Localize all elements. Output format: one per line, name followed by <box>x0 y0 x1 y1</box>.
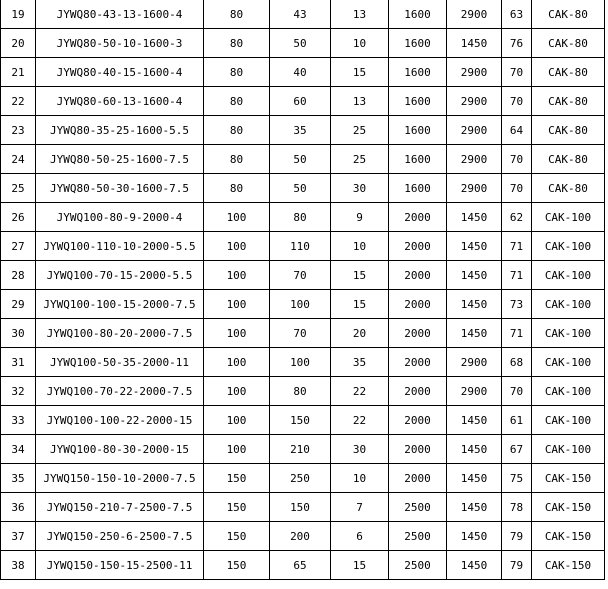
row-number-cell: 24 <box>1 145 36 174</box>
speed-cell: 1450 <box>447 522 502 551</box>
diameter-cell: 80 <box>204 174 270 203</box>
coupling-cell: CAK-100 <box>532 377 605 406</box>
flow-cell: 60 <box>270 87 331 116</box>
diameter-cell: 100 <box>204 232 270 261</box>
diameter-cell: 100 <box>204 348 270 377</box>
row-number-cell: 35 <box>1 464 36 493</box>
efficiency-cell: 63 <box>502 0 532 29</box>
efficiency-cell: 64 <box>502 116 532 145</box>
flow-cell: 70 <box>270 261 331 290</box>
efficiency-cell: 70 <box>502 174 532 203</box>
flow-cell: 43 <box>270 0 331 29</box>
table-row <box>1 290 605 319</box>
flow-cell: 110 <box>270 232 331 261</box>
diameter-cell: 100 <box>204 290 270 319</box>
head-cell: 20 <box>331 319 389 348</box>
speed-cell: 1450 <box>447 319 502 348</box>
size-cell: 2000 <box>389 435 447 464</box>
size-cell: 2000 <box>389 232 447 261</box>
row-number-cell: 34 <box>1 435 36 464</box>
table-row <box>1 406 605 435</box>
row-number-cell: 27 <box>1 232 36 261</box>
model-cell: JYWQ150-250-6-2500-7.5 <box>36 522 204 551</box>
coupling-cell: CAK-150 <box>532 522 605 551</box>
head-cell: 9 <box>331 203 389 232</box>
diameter-cell: 80 <box>204 58 270 87</box>
coupling-cell: CAK-100 <box>532 406 605 435</box>
model-cell: JYWQ150-210-7-2500-7.5 <box>36 493 204 522</box>
size-cell: 1600 <box>389 145 447 174</box>
table-row <box>1 0 605 29</box>
head-cell: 15 <box>331 58 389 87</box>
model-cell: JYWQ150-150-10-2000-7.5 <box>36 464 204 493</box>
coupling-cell: CAK-80 <box>532 29 605 58</box>
model-cell: JYWQ150-150-15-2500-11 <box>36 551 204 580</box>
row-number-cell: 25 <box>1 174 36 203</box>
coupling-cell: CAK-100 <box>532 435 605 464</box>
efficiency-cell: 62 <box>502 203 532 232</box>
table-row <box>1 203 605 232</box>
head-cell: 10 <box>331 232 389 261</box>
size-cell: 2500 <box>389 551 447 580</box>
model-cell: JYWQ100-110-10-2000-5.5 <box>36 232 204 261</box>
efficiency-cell: 68 <box>502 348 532 377</box>
speed-cell: 2900 <box>447 116 502 145</box>
speed-cell: 1450 <box>447 493 502 522</box>
flow-cell: 50 <box>270 174 331 203</box>
size-cell: 1600 <box>389 87 447 116</box>
coupling-cell: CAK-80 <box>532 58 605 87</box>
table-row <box>1 116 605 145</box>
flow-cell: 150 <box>270 493 331 522</box>
coupling-cell: CAK-80 <box>532 145 605 174</box>
size-cell: 1600 <box>389 29 447 58</box>
row-number-cell: 37 <box>1 522 36 551</box>
efficiency-cell: 73 <box>502 290 532 319</box>
efficiency-cell: 61 <box>502 406 532 435</box>
coupling-cell: CAK-100 <box>532 319 605 348</box>
row-number-cell: 36 <box>1 493 36 522</box>
head-cell: 15 <box>331 261 389 290</box>
diameter-cell: 80 <box>204 145 270 174</box>
speed-cell: 2900 <box>447 174 502 203</box>
head-cell: 7 <box>331 493 389 522</box>
coupling-cell: CAK-80 <box>532 116 605 145</box>
table-row <box>1 58 605 87</box>
size-cell: 1600 <box>389 0 447 29</box>
row-number-cell: 19 <box>1 0 36 29</box>
flow-cell: 70 <box>270 319 331 348</box>
row-number-cell: 28 <box>1 261 36 290</box>
table-row <box>1 435 605 464</box>
coupling-cell: CAK-100 <box>532 203 605 232</box>
table-row <box>1 493 605 522</box>
head-cell: 25 <box>331 145 389 174</box>
size-cell: 2000 <box>389 348 447 377</box>
row-number-cell: 29 <box>1 290 36 319</box>
efficiency-cell: 70 <box>502 377 532 406</box>
row-number-cell: 31 <box>1 348 36 377</box>
efficiency-cell: 67 <box>502 435 532 464</box>
size-cell: 1600 <box>389 116 447 145</box>
speed-cell: 1450 <box>447 464 502 493</box>
efficiency-cell: 70 <box>502 145 532 174</box>
row-number-cell: 21 <box>1 58 36 87</box>
diameter-cell: 80 <box>204 87 270 116</box>
speed-cell: 1450 <box>447 29 502 58</box>
coupling-cell: CAK-150 <box>532 464 605 493</box>
speed-cell: 2900 <box>447 377 502 406</box>
model-cell: JYWQ100-100-22-2000-15 <box>36 406 204 435</box>
table-body <box>1 0 605 580</box>
speed-cell: 2900 <box>447 58 502 87</box>
table-row <box>1 319 605 348</box>
model-cell: JYWQ100-80-9-2000-4 <box>36 203 204 232</box>
size-cell: 2000 <box>389 319 447 348</box>
efficiency-cell: 76 <box>502 29 532 58</box>
model-cell: JYWQ80-50-25-1600-7.5 <box>36 145 204 174</box>
flow-cell: 200 <box>270 522 331 551</box>
efficiency-cell: 71 <box>502 261 532 290</box>
efficiency-cell: 79 <box>502 551 532 580</box>
table-row <box>1 551 605 580</box>
size-cell: 2000 <box>389 464 447 493</box>
speed-cell: 2900 <box>447 0 502 29</box>
model-cell: JYWQ80-35-25-1600-5.5 <box>36 116 204 145</box>
speed-cell: 1450 <box>447 203 502 232</box>
head-cell: 10 <box>331 29 389 58</box>
head-cell: 13 <box>331 0 389 29</box>
coupling-cell: CAK-100 <box>532 348 605 377</box>
model-cell: JYWQ100-50-35-2000-11 <box>36 348 204 377</box>
diameter-cell: 100 <box>204 406 270 435</box>
table-row <box>1 522 605 551</box>
speed-cell: 1450 <box>447 435 502 464</box>
table-row <box>1 348 605 377</box>
flow-cell: 210 <box>270 435 331 464</box>
flow-cell: 65 <box>270 551 331 580</box>
row-number-cell: 22 <box>1 87 36 116</box>
size-cell: 2000 <box>389 290 447 319</box>
speed-cell: 1450 <box>447 290 502 319</box>
model-cell: JYWQ100-70-22-2000-7.5 <box>36 377 204 406</box>
diameter-cell: 100 <box>204 435 270 464</box>
efficiency-cell: 70 <box>502 58 532 87</box>
table-row <box>1 377 605 406</box>
speed-cell: 1450 <box>447 406 502 435</box>
diameter-cell: 150 <box>204 464 270 493</box>
flow-cell: 100 <box>270 290 331 319</box>
model-cell: JYWQ80-60-13-1600-4 <box>36 87 204 116</box>
coupling-cell: CAK-100 <box>532 232 605 261</box>
coupling-cell: CAK-100 <box>532 290 605 319</box>
efficiency-cell: 79 <box>502 522 532 551</box>
efficiency-cell: 71 <box>502 232 532 261</box>
row-number-cell: 30 <box>1 319 36 348</box>
head-cell: 22 <box>331 406 389 435</box>
head-cell: 10 <box>331 464 389 493</box>
head-cell: 15 <box>331 551 389 580</box>
table-row <box>1 232 605 261</box>
flow-cell: 35 <box>270 116 331 145</box>
table-row <box>1 261 605 290</box>
flow-cell: 80 <box>270 377 331 406</box>
coupling-cell: CAK-80 <box>532 87 605 116</box>
head-cell: 30 <box>331 174 389 203</box>
head-cell: 30 <box>331 435 389 464</box>
flow-cell: 80 <box>270 203 331 232</box>
size-cell: 2000 <box>389 261 447 290</box>
head-cell: 15 <box>331 290 389 319</box>
table-row <box>1 174 605 203</box>
coupling-cell: CAK-80 <box>532 174 605 203</box>
flow-cell: 100 <box>270 348 331 377</box>
diameter-cell: 80 <box>204 29 270 58</box>
size-cell: 1600 <box>389 58 447 87</box>
diameter-cell: 80 <box>204 0 270 29</box>
model-cell: JYWQ100-100-15-2000-7.5 <box>36 290 204 319</box>
diameter-cell: 80 <box>204 116 270 145</box>
speed-cell: 1450 <box>447 232 502 261</box>
row-number-cell: 32 <box>1 377 36 406</box>
head-cell: 35 <box>331 348 389 377</box>
efficiency-cell: 71 <box>502 319 532 348</box>
coupling-cell: CAK-80 <box>532 0 605 29</box>
flow-cell: 250 <box>270 464 331 493</box>
head-cell: 22 <box>331 377 389 406</box>
head-cell: 6 <box>331 522 389 551</box>
coupling-cell: CAK-150 <box>532 551 605 580</box>
diameter-cell: 100 <box>204 261 270 290</box>
table-row <box>1 29 605 58</box>
efficiency-cell: 75 <box>502 464 532 493</box>
table-row <box>1 145 605 174</box>
flow-cell: 40 <box>270 58 331 87</box>
model-cell: JYWQ80-43-13-1600-4 <box>36 0 204 29</box>
size-cell: 1600 <box>389 174 447 203</box>
size-cell: 2500 <box>389 522 447 551</box>
row-number-cell: 20 <box>1 29 36 58</box>
model-cell: JYWQ80-50-10-1600-3 <box>36 29 204 58</box>
model-cell: JYWQ80-40-15-1600-4 <box>36 58 204 87</box>
efficiency-cell: 70 <box>502 87 532 116</box>
size-cell: 2000 <box>389 406 447 435</box>
head-cell: 25 <box>331 116 389 145</box>
size-cell: 2000 <box>389 203 447 232</box>
row-number-cell: 33 <box>1 406 36 435</box>
speed-cell: 1450 <box>447 261 502 290</box>
row-number-cell: 26 <box>1 203 36 232</box>
coupling-cell: CAK-150 <box>532 493 605 522</box>
model-cell: JYWQ100-80-20-2000-7.5 <box>36 319 204 348</box>
row-number-cell: 38 <box>1 551 36 580</box>
speed-cell: 2900 <box>447 87 502 116</box>
size-cell: 2000 <box>389 377 447 406</box>
table-row <box>1 464 605 493</box>
diameter-cell: 100 <box>204 377 270 406</box>
model-cell: JYWQ100-80-30-2000-15 <box>36 435 204 464</box>
speed-cell: 2900 <box>447 145 502 174</box>
model-cell: JYWQ80-50-30-1600-7.5 <box>36 174 204 203</box>
efficiency-cell: 78 <box>502 493 532 522</box>
table-row <box>1 87 605 116</box>
model-cell: JYWQ100-70-15-2000-5.5 <box>36 261 204 290</box>
diameter-cell: 100 <box>204 319 270 348</box>
diameter-cell: 100 <box>204 203 270 232</box>
speed-cell: 1450 <box>447 551 502 580</box>
flow-cell: 150 <box>270 406 331 435</box>
diameter-cell: 150 <box>204 551 270 580</box>
speed-cell: 2900 <box>447 348 502 377</box>
row-number-cell: 23 <box>1 116 36 145</box>
flow-cell: 50 <box>270 145 331 174</box>
flow-cell: 50 <box>270 29 331 58</box>
head-cell: 13 <box>331 87 389 116</box>
diameter-cell: 150 <box>204 522 270 551</box>
size-cell: 2500 <box>389 493 447 522</box>
diameter-cell: 150 <box>204 493 270 522</box>
coupling-cell: CAK-100 <box>532 261 605 290</box>
